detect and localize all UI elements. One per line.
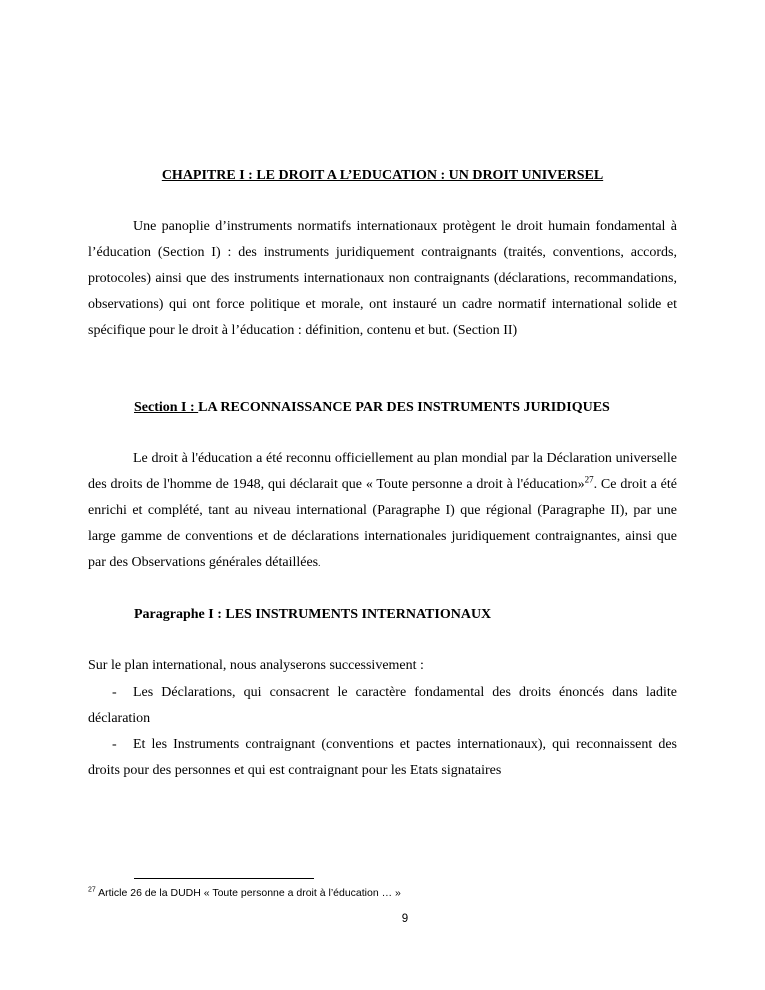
recognition-text-part-2: . Ce droit a été enrichi et complété, tant au niveau international (Paragraphe I) que régional (Paragraphe II), par une large gamme de conventions et de déclarations internationales juridiquement contraignantes, ainsi que par des Observations générales détaillées: [88, 477, 677, 570]
section-heading: [134, 398, 694, 418]
list-item: [88, 680, 677, 732]
footnote: [88, 886, 401, 900]
section-title: LA RECONNAISSANCE PAR DES INSTRUMENTS JURIDIQUES: [198, 400, 610, 415]
recognition-trailing-period: .: [318, 558, 321, 568]
bullet-dash: -: [112, 685, 117, 700]
bullet-dash: -: [112, 737, 117, 752]
section-label: Section I :: [134, 400, 199, 415]
list-item-text: Et les Instruments contraignant (conventions et pactes internationaux), qui reconnaissent des droits pour des personnes et qui est contraignant pour les Etats signataires: [88, 737, 677, 778]
page-number: 9: [401, 913, 409, 925]
recognition-text-part-1: Le droit à l'éducation a été reconnu officiellement au plan mondial par la Déclaration universelle des droits de l'homme de 1948, qui déclarait que « Toute personne a droit à l'éducation»: [88, 451, 677, 492]
footnote-reference: 27: [584, 474, 594, 485]
intro-paragraph-text: Une panoplie d’instruments normatifs internationaux protègent le droit humain fondamental à l’éducation (Section I) : des instruments juridiquement contraignants (traités, conventions, accords, protocoles) ainsi que des instruments internationaux non contraignants (déclarations, recommandations, observations) qui ont force politique et morale, ont instauré un cadre normatif international solide et spécifique pour le droit à l’éducation : définition, contenu et but. (Section II): [88, 219, 677, 338]
footnote-text: Article 26 de la DUDH « Toute personne a droit à l’éducation … »: [95, 887, 401, 899]
intro-line: Sur le plan international, nous analyserons successivement :: [88, 658, 424, 673]
list-item: [88, 732, 677, 784]
paragraph-heading: Paragraphe I : LES INSTRUMENTS INTERNATIONAUX: [134, 607, 492, 622]
footnote-number: 27: [88, 886, 96, 894]
chapter-title: CHAPITRE I : LE DROIT A L’EDUCATION : UN DROIT UNIVERSEL: [161, 168, 604, 183]
footnote-separator: [134, 878, 314, 879]
recognition-paragraph: [88, 446, 677, 576]
intro-paragraph: [88, 214, 677, 344]
list-item-text: Les Déclarations, qui consacrent le caractère fondamental des droits énoncés dans ladite déclaration: [88, 685, 677, 726]
